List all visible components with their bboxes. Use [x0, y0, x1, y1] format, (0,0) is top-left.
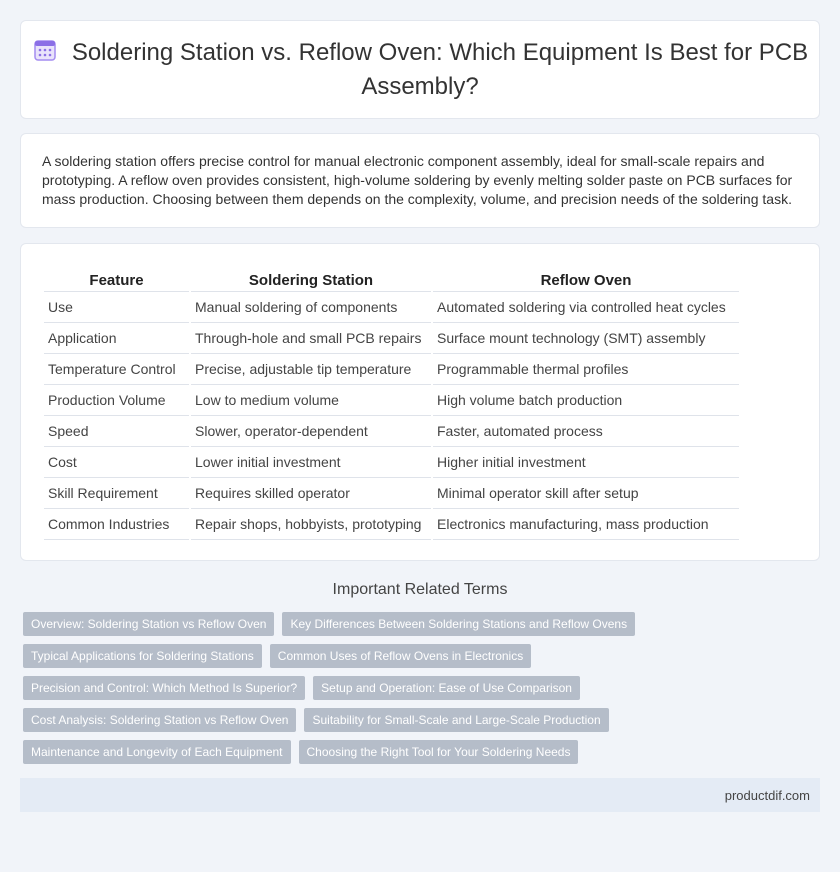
related-term-link[interactable]: Cost Analysis: Soldering Station vs Reflow Oven — [23, 708, 296, 732]
table-row — [44, 292, 739, 323]
header-card — [20, 20, 820, 119]
related-term-link[interactable]: Precision and Control: Which Method Is Superior? — [23, 676, 305, 700]
related-term-link[interactable]: Common Uses of Reflow Ovens in Electronics — [270, 644, 531, 668]
related-term-link[interactable]: Key Differences Between Soldering Stations and Reflow Ovens — [282, 612, 635, 636]
table-row — [44, 416, 739, 447]
cell-oven: Minimal operator skill after setup — [433, 478, 739, 509]
related-term-link[interactable]: Suitability for Small-Scale and Large-Scale Production — [304, 708, 608, 732]
cell-station: Precise, adjustable tip temperature — [191, 354, 431, 385]
intro-text: A soldering station offers precise control for manual electronic component assembly, ideal for small-scale repairs and prototyping. A reflow oven provides consistent, high-volume soldering by evenly melting solder paste on PCB surfaces for mass production. Choosing between them depends on the complexity, volume, and precision needs of the soldering task. — [42, 153, 793, 207]
table-row — [44, 385, 739, 416]
cell-oven: Automated soldering via controlled heat cycles — [433, 292, 739, 323]
cell-feature: Cost — [44, 447, 189, 478]
cell-oven: Electronics manufacturing, mass production — [433, 509, 739, 540]
table-row — [44, 478, 739, 509]
cell-station: Through-hole and small PCB repairs — [191, 323, 431, 354]
comparison-table — [42, 266, 741, 540]
cell-station: Low to medium volume — [191, 385, 431, 416]
cell-station: Repair shops, hobbyists, prototyping — [191, 509, 431, 540]
related-term-link[interactable]: Setup and Operation: Ease of Use Comparison — [313, 676, 580, 700]
header-feature: Feature — [44, 266, 189, 292]
cell-station: Manual soldering of components — [191, 292, 431, 323]
cell-oven: Higher initial investment — [433, 447, 739, 478]
cell-feature: Use — [44, 292, 189, 323]
table-header-row — [44, 266, 739, 292]
related-term-link[interactable]: Overview: Soldering Station vs Reflow Oven — [23, 612, 274, 636]
calendar-icon — [32, 37, 58, 71]
footer — [20, 778, 820, 812]
header-reflow-oven: Reflow Oven — [433, 266, 739, 292]
cell-feature: Common Industries — [44, 509, 189, 540]
cell-station: Lower initial investment — [191, 447, 431, 478]
cell-feature: Application — [44, 323, 189, 354]
table-row — [44, 354, 739, 385]
related-terms-section — [20, 581, 820, 764]
cell-station: Requires skilled operator — [191, 478, 431, 509]
header-soldering-station: Soldering Station — [191, 266, 431, 292]
related-terms-title: Important Related Terms — [332, 581, 508, 598]
table-row — [44, 509, 739, 540]
cell-feature: Skill Requirement — [44, 478, 189, 509]
cell-oven: Programmable thermal profiles — [433, 354, 739, 385]
cell-oven: Faster, automated process — [433, 416, 739, 447]
related-term-link[interactable]: Typical Applications for Soldering Stations — [23, 644, 262, 668]
table-row — [44, 323, 739, 354]
related-terms-tags — [20, 612, 820, 764]
cell-station: Slower, operator-dependent — [191, 416, 431, 447]
page-title-text: Soldering Station vs. Reflow Oven: Which Equipment Is Best for PCB Assembly? — [71, 39, 809, 100]
footer-site[interactable]: productdif.com — [724, 787, 810, 803]
related-term-link[interactable]: Maintenance and Longevity of Each Equipment — [23, 740, 291, 764]
cell-feature: Production Volume — [44, 385, 189, 416]
cell-oven: Surface mount technology (SMT) assembly — [433, 323, 739, 354]
intro-card — [20, 133, 820, 228]
comparison-card — [20, 243, 820, 561]
table-row — [44, 447, 739, 478]
related-term-link[interactable]: Choosing the Right Tool for Your Soldering Needs — [299, 740, 579, 764]
page-title — [21, 37, 819, 102]
cell-oven: High volume batch production — [433, 385, 739, 416]
cell-feature: Speed — [44, 416, 189, 447]
cell-feature: Temperature Control — [44, 354, 189, 385]
